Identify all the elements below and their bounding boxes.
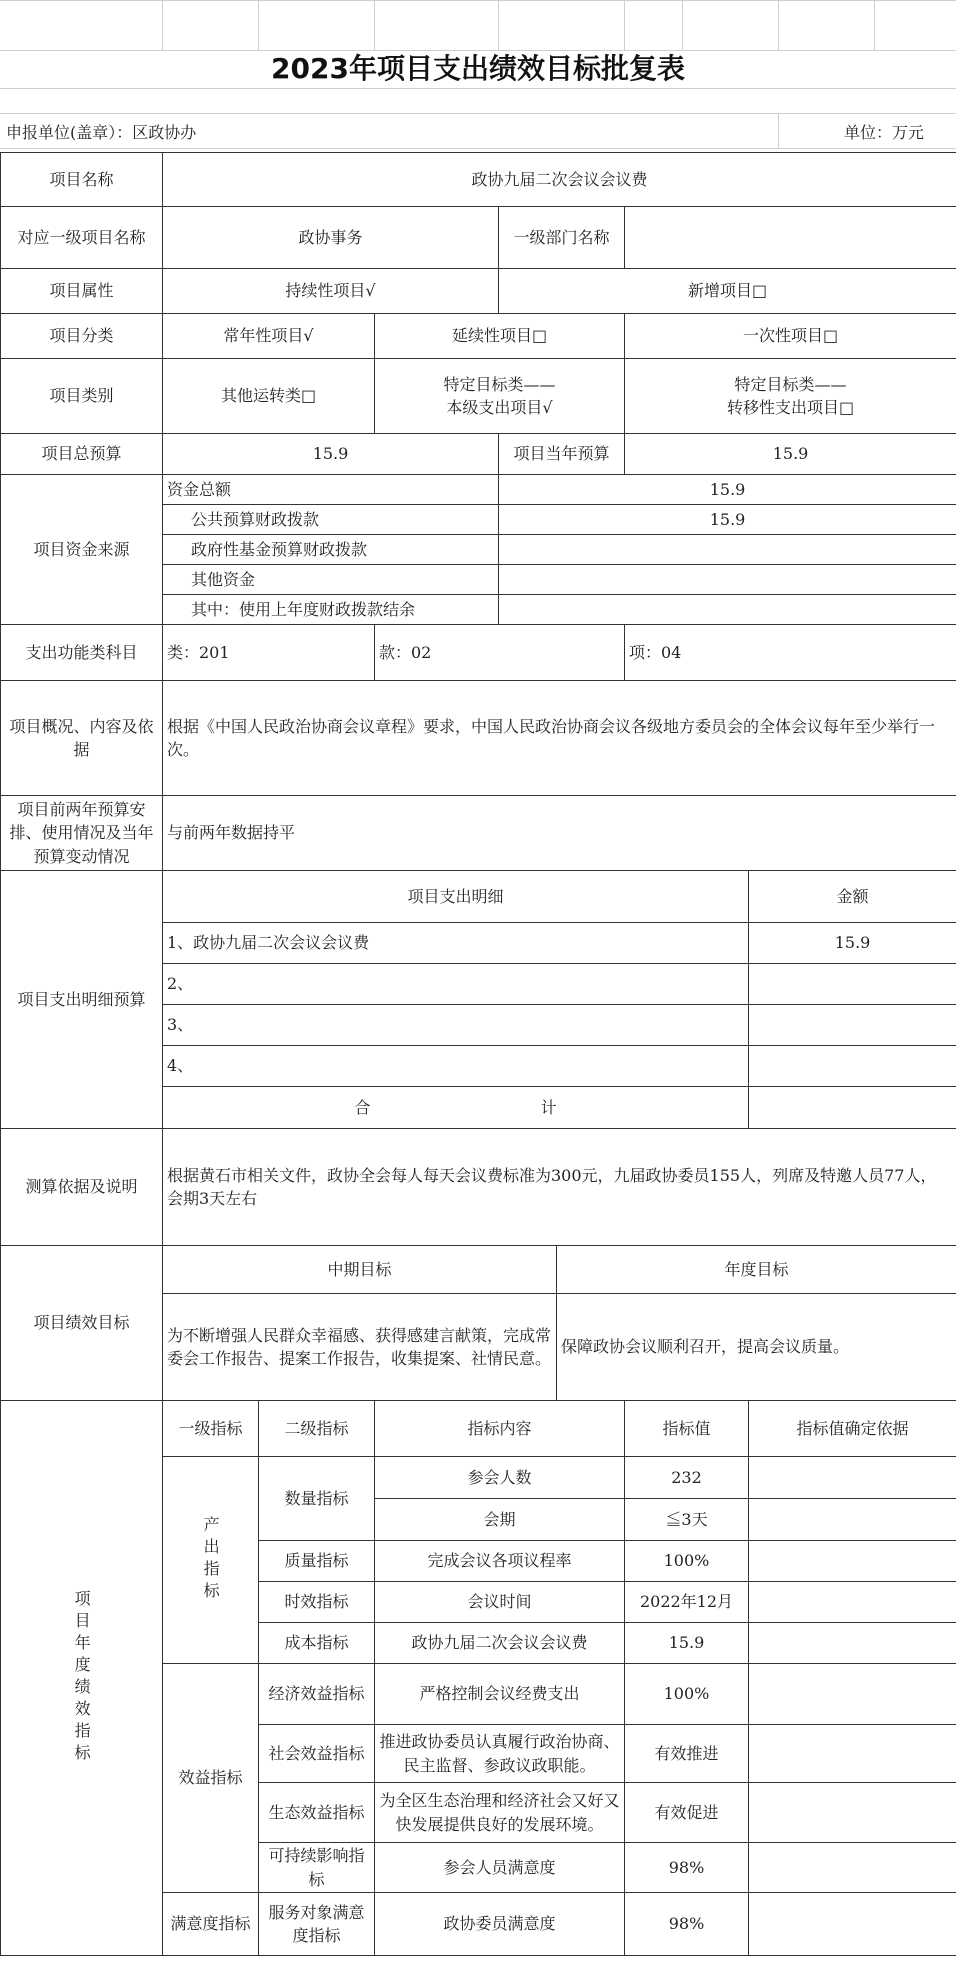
function-subject-xiang: 项：04 <box>625 625 956 681</box>
funding-name: 资金总额 <box>163 475 499 505</box>
service-indicator-label: 服务对象满意度指标 <box>259 1893 375 1956</box>
category-other: 其他运转类□ <box>163 359 375 434</box>
calculation-text: 根据黄石市相关文件，政协全会每人每天会议费标准为300元，九届政协委员155人，列席及特邀人员77人，会期3天左右 <box>163 1129 956 1246</box>
indicator-content: 会期 <box>375 1499 625 1541</box>
class-regular: 常年性项目√ <box>163 314 375 359</box>
detail-amount <box>749 1005 956 1046</box>
indicator-content: 为全区生态治理和经济社会又好又快发展提供良好的发展环境。 <box>375 1783 625 1843</box>
indicator-basis <box>749 1541 956 1582</box>
total-budget-value: 15.9 <box>163 434 499 475</box>
calculation-row <box>1 1129 956 1246</box>
detail-item: 1、政协九届二次会议会议费 <box>163 923 749 964</box>
level1-col-header: 一级指标 <box>163 1401 259 1457</box>
indicator-content: 参会人员满意度 <box>375 1843 625 1893</box>
detail-total-label <box>163 1087 749 1129</box>
funding-name: 其他资金 <box>163 565 499 595</box>
level1-label: 对应一级项目名称 <box>1 207 163 269</box>
value-col-header: 指标值 <box>625 1401 749 1457</box>
annual-text: 保障政协会议顺利召开，提高会议质量。 <box>557 1294 956 1401</box>
money-unit: 单位：万元 <box>844 123 925 142</box>
overview-label: 项目概况、内容及依据 <box>1 681 163 796</box>
year-budget-label: 项目当年预算 <box>499 434 625 475</box>
goals-label: 项目绩效目标 <box>1 1246 163 1401</box>
basis-col-header: 指标值确定依据 <box>749 1401 956 1457</box>
indicator-value: 100% <box>625 1664 749 1725</box>
overview-text: 根据《中国人民政治协商会议章程》要求，中国人民政治协商会议各级地方委员会的全体会议每年至少举行一次。 <box>163 681 956 796</box>
category-transfer-line2: 转移性支出项目□ <box>726 398 855 417</box>
sustainable-indicator-label: 可持续影响指标 <box>259 1843 375 1893</box>
category-specific <box>375 359 625 434</box>
category-label: 项目类别 <box>1 359 163 434</box>
funding-name: 政府性基金预算财政拨款 <box>163 535 499 565</box>
indicator-content: 会议时间 <box>375 1582 625 1623</box>
indicator-basis <box>749 1893 956 1956</box>
dept-label: 一级部门名称 <box>499 207 625 269</box>
reporting-unit: 申报单位(盖章）：区政协办 <box>6 123 197 142</box>
level1-value: 政协事务 <box>163 207 499 269</box>
indicator-value: 2022年12月 <box>625 1582 749 1623</box>
level1-row <box>1 207 956 269</box>
indicator-basis <box>749 1499 956 1541</box>
indicator-value: 232 <box>625 1457 749 1499</box>
indicators-label: 项目年度绩效指标 <box>1 1401 163 1956</box>
indicators-header-row <box>1 1401 956 1457</box>
indicator-value: 15.9 <box>625 1623 749 1664</box>
funding-value: 15.9 <box>499 505 956 535</box>
category-transfer <box>625 359 956 434</box>
indicator-basis <box>749 1664 956 1725</box>
ecological-indicator-label: 生态效益指标 <box>259 1783 375 1843</box>
detail-header-row <box>1 871 956 923</box>
funding-name: 其中：使用上年度财政拨款结余 <box>163 595 499 625</box>
economic-indicator-label: 经济效益指标 <box>259 1664 375 1725</box>
level2-col-header: 二级指标 <box>259 1401 375 1457</box>
project-name-value: 政协九届二次会议会议费 <box>163 153 956 207</box>
indicator-basis <box>749 1843 956 1893</box>
year-budget-value: 15.9 <box>625 434 956 475</box>
quality-indicator-label: 质量指标 <box>259 1541 375 1582</box>
funding-value <box>499 595 956 625</box>
class-once: 一次性项目□ <box>625 314 956 359</box>
indicator-content: 推进政协委员认真履行政治协商、民主监督、参政议政职能。 <box>375 1725 625 1783</box>
prior-years-label: 项目前两年预算安排、使用情况及当年预算变动情况 <box>1 796 163 871</box>
indicator-value: 98% <box>625 1843 749 1893</box>
prior-years-row <box>1 796 956 871</box>
indicator-content: 完成会议各项议程率 <box>375 1541 625 1582</box>
project-name-row <box>1 153 956 207</box>
attr-continuing: 持续性项目√ <box>163 269 499 314</box>
category-specific-line1: 特定目标类—— <box>443 374 556 394</box>
funding-name: 公共预算财政拨款 <box>163 505 499 535</box>
detail-item: 3、 <box>163 1005 749 1046</box>
class-extended: 延续性项目□ <box>375 314 625 359</box>
function-subject-lei: 类：201 <box>163 625 375 681</box>
detail-total-amount <box>749 1087 956 1129</box>
detail-amount <box>749 1046 956 1087</box>
detail-total-label-b: 计 <box>540 1097 557 1117</box>
detail-col-header: 项目支出明细 <box>163 871 749 923</box>
indicator-basis <box>749 1623 956 1664</box>
prior-years-text: 与前两年数据持平 <box>163 796 956 871</box>
approval-table <box>0 152 956 1956</box>
project-name-label: 项目名称 <box>1 153 163 207</box>
indicator-value: ≦3天 <box>625 1499 749 1541</box>
class-row <box>1 314 956 359</box>
budget-row <box>1 434 956 475</box>
indicator-value: 100% <box>625 1541 749 1582</box>
annual-header: 年度目标 <box>557 1246 956 1294</box>
goals-header-row <box>1 1246 956 1294</box>
total-budget-label: 项目总预算 <box>1 434 163 475</box>
overview-row <box>1 681 956 796</box>
function-subject-label: 支出功能类科目 <box>1 625 163 681</box>
indicator-content: 严格控制会议经费支出 <box>375 1664 625 1725</box>
funding-value <box>499 535 956 565</box>
indicator-content: 参会人数 <box>375 1457 625 1499</box>
indicator-value: 有效促进 <box>625 1783 749 1843</box>
category-specific-line2: 本级支出项目√ <box>446 398 553 417</box>
mid-term-header: 中期目标 <box>163 1246 557 1294</box>
category-row <box>1 359 956 434</box>
benefit-indicator-label: 效益指标 <box>163 1664 259 1893</box>
detail-amount <box>749 964 956 1005</box>
calculation-label: 测算依据及说明 <box>1 1129 163 1246</box>
timeliness-indicator-label: 时效指标 <box>259 1582 375 1623</box>
detail-amount: 15.9 <box>749 923 956 964</box>
funding-value <box>499 565 956 595</box>
satisfaction-indicator-label: 满意度指标 <box>163 1893 259 1956</box>
mid-term-text: 为不断增强人民群众幸福感、获得感建言献策，完成常委会工作报告、提案工作报告，收集提案、社情民意。 <box>163 1294 557 1401</box>
funding-row <box>1 475 956 505</box>
dept-value <box>625 207 956 269</box>
detail-total-label-a: 合 <box>354 1097 371 1117</box>
amount-col-header: 金额 <box>749 871 956 923</box>
funding-label: 项目资金来源 <box>1 475 163 625</box>
indicator-basis <box>749 1457 956 1499</box>
indicator-content: 政协委员满意度 <box>375 1893 625 1956</box>
category-transfer-line1: 特定目标类—— <box>734 374 847 394</box>
quantity-indicator-label: 数量指标 <box>259 1457 375 1541</box>
cost-indicator-label: 成本指标 <box>259 1623 375 1664</box>
social-indicator-label: 社会效益指标 <box>259 1725 375 1783</box>
indicator-content: 政协九届二次会议会议费 <box>375 1623 625 1664</box>
function-subject-kuan: 款：02 <box>375 625 625 681</box>
output-indicator-label: 产出指标 <box>163 1457 259 1664</box>
function-subject-row <box>1 625 956 681</box>
detail-budget-label: 项目支出明细预算 <box>1 871 163 1129</box>
detail-item: 2、 <box>163 964 749 1005</box>
page-title: 2023年项目支出绩效目标批复表 <box>271 52 685 85</box>
indicator-value: 有效推进 <box>625 1725 749 1783</box>
indicator-basis <box>749 1725 956 1783</box>
indicator-basis <box>749 1783 956 1843</box>
content-col-header: 指标内容 <box>375 1401 625 1457</box>
class-label: 项目分类 <box>1 314 163 359</box>
funding-value: 15.9 <box>499 475 956 505</box>
attr-label: 项目属性 <box>1 269 163 314</box>
attr-new: 新增项目□ <box>499 269 956 314</box>
indicator-basis <box>749 1582 956 1623</box>
attr-row <box>1 269 956 314</box>
detail-item: 4、 <box>163 1046 749 1087</box>
indicator-value: 98% <box>625 1893 749 1956</box>
